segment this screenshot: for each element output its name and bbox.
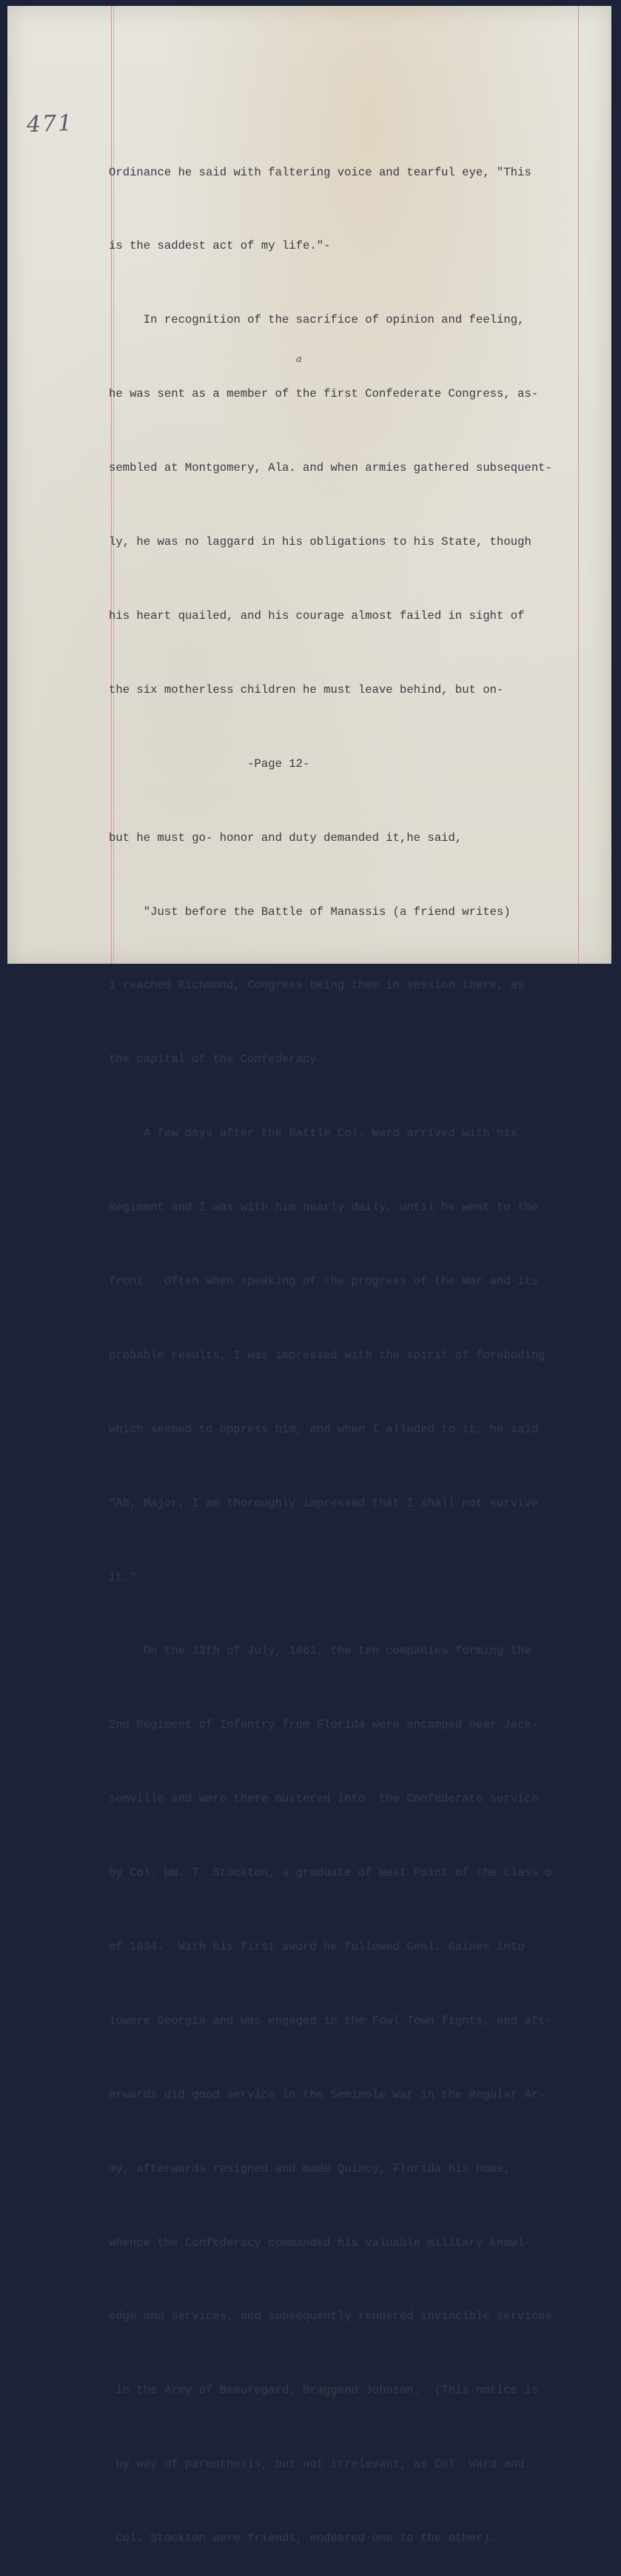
text-line: he was sent as a member of the first Confederate Congress, as- [109, 387, 539, 401]
text-line: Col. Stockton were friends, endeared one to the other). [109, 2532, 497, 2546]
text-line: whence the Confederscy commanded his valuable military knowl- [109, 2235, 531, 2250]
text-line: I reached Richmond, Congress being them in session there, as [109, 979, 525, 993]
text-line: my, afterwards resigned and made Quincy, Florida his home, [109, 2161, 511, 2176]
text-line: ly, he was no laggard in his obligations to his State, though [109, 535, 531, 549]
text-line: which seemed to oppress him, and when I alluded to it, he said [109, 1422, 539, 1436]
text-line: in the Army of Beauregard, Braggand Johnson. (This notice is [109, 2384, 539, 2398]
text-line: erwards did good service in the Seminole War in the Regular Ar- [109, 2087, 546, 2102]
text-line: A few days after the Battle Col. Ward arrived with his [109, 1127, 518, 1141]
text-line: of 1834. With his first sword he followed Genl. Gaines into [109, 1939, 525, 1953]
text-line: by Col. Wm. T. Stockton, a graduate of West Point of the class o [109, 1866, 552, 1880]
text-line: his heart quailed, and his courage almost failed in sight of [109, 608, 525, 623]
text-line: In recognition of the sacrifice of opinion and feeling, [109, 313, 525, 327]
text-line: sembled at Montgomery, Ala. and when armies gathered subsequent- [109, 461, 552, 475]
text-line: lowere Georgia and was engaged in the Fowl Town fights, and aft- [109, 2013, 552, 2027]
text-line: On the 13th of July, 1861, the ten companies forming the [109, 1644, 531, 1658]
text-line: by way of parenthesis, but not irrelevant, as Col. Ward and [109, 2458, 525, 2472]
text-line: Regiment and I was with him nearly daily, until he went to the [109, 1201, 539, 1215]
text-line: Ordinance he said with faltering voice and tearful eye, "This [109, 165, 531, 179]
page-marker: -Page 12- [109, 757, 310, 771]
text-line: 2nd Regiment of Infantry from Florida were encamped near Jack- [109, 1718, 539, 1732]
text-line: it." [109, 1570, 137, 1584]
typed-text-body [109, 111, 590, 2576]
text-line: is the saddest act of my life."- [109, 239, 331, 253]
text-line: probable results, I was impressed with the spirit of foreboding [109, 1348, 546, 1362]
handwritten-folio-number: 471 [26, 110, 74, 138]
text-line: "Ah, Major, I am thoroughly impressed that I shall not survive [109, 1496, 539, 1510]
text-line: the six motherless children he must leave behind, but on- [109, 682, 504, 697]
text-line: front. Often when speaking of the progress of the War and its [109, 1274, 539, 1288]
handwritten-correction: a [296, 354, 302, 365]
text-line: the capital of the Confederacy. [109, 1053, 324, 1067]
text-line: but he must go- honor and duty demanded it,he said, [109, 831, 463, 845]
text-line: "Just before the Battle of Manassis (a friend writes) [109, 905, 511, 919]
text-line: edge and services, and subsequently rendered invincible services [109, 2310, 552, 2324]
text-line: sonville and were there mustered into the Confederate service [109, 1792, 539, 1806]
